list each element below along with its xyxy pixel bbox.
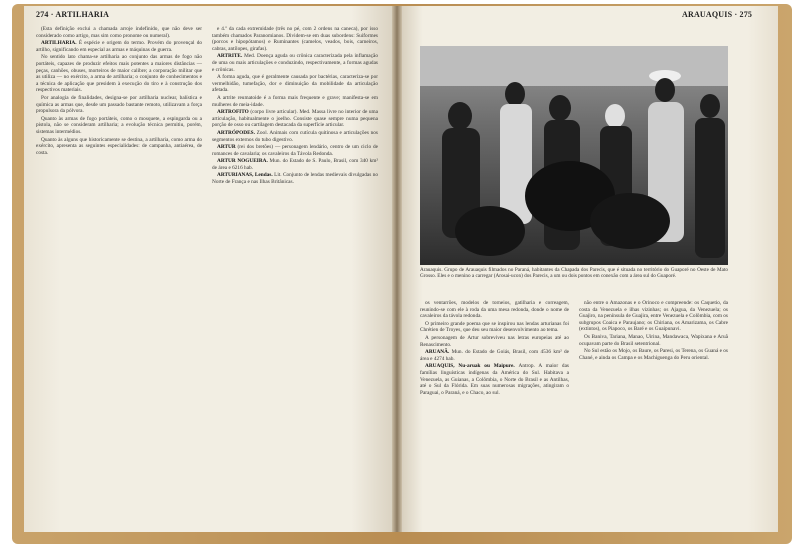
left-page-header: 274 · ARTILHARIA xyxy=(36,10,110,19)
entry-text: É espécie e origem do termo. Provém do provençal do artilho, significando em especial as armas e máquinas de guerra. xyxy=(36,40,202,53)
entry-paragraph xyxy=(420,363,569,396)
entry-paragraph xyxy=(579,300,728,333)
entry-text: não entre o Amazonas e o Orinoco e compreende: os Caquetio, da costa da Venezuela e ilhas vizinhas; os Ajagua, da Venezuela; os Guajiro, na península de Guajira, entre Venezuela e Colômbia, com os subgrupos Coaica e Paraujano; os Chiriana, os Amarizama, os Cabre (extintos), os Piapoco, os Baré e os Guaipunavi. xyxy=(579,300,728,333)
entry-headword: ARTROFITO xyxy=(217,109,251,116)
left-page-columns xyxy=(36,26,378,526)
left-col-2 xyxy=(212,26,378,526)
entry-text: Os Baniva, Tariana, Manao, Uirina, Mandawaca, Wapixana e Aruã ocupavam parte do Brasil setentrional. xyxy=(579,333,728,347)
entry-paragraph xyxy=(420,335,569,348)
entry-headword: ARUANÃ. xyxy=(425,349,452,356)
entry-headword: ARTILHARIA. xyxy=(41,40,79,47)
entry-text: O primeiro grande poema que se inspirou nas lendas arturianas foi Chrétien de Troyes, que deu seu maior desenvolvimento ao tema. xyxy=(420,320,569,334)
entry-text: Quanto às alguns que historicamente se destina, a artilharia, como arma do exército, apresenta as seguintes especialidades: de campanha, antiaérea, de costa. xyxy=(36,136,202,156)
entry-text: e 4.º da cada extremidade (três no pé, com 2 ordens na caneca), por isso também chamados Paranomianos. Dividem-se em duas subordens: Suiformes (porcos e hipopótamos) e Ruminantes (camelos, veados, bois, carneiros, cabras, antílopes, girafas). xyxy=(212,26,378,52)
right-page-header: ARAUAQUIS · 275 xyxy=(682,10,753,19)
entry-text: Zool. Animais com cutícula quitinosa e articulações nos segmentos externos do tubo digestivo. xyxy=(212,129,378,143)
entry-headword: ARTRÓPODES. xyxy=(217,129,257,136)
entry-text: (corpo livre articular). Med. Massa livre no interior de uma articulação, habitualmente o joelho. Consiste quase sempre numa pequena porção de osso ou cartilagem destacada da superfície articular. xyxy=(212,109,378,129)
entry-paragraph xyxy=(212,144,378,157)
entry-paragraph xyxy=(212,130,378,143)
entry-text: Por analogia de finalidades, designa-se por artilharia nuclear, balística e química as armas que, desde um passado bastante remoto, utilizavam a força propulsora da pólvora. xyxy=(36,94,202,115)
entry-text: Mun. do Estado de S. Paulo, Brasil, com 340 km² de área e 6216 hab. xyxy=(212,158,378,171)
entry-text: Mun. do Estado de Goiás, Brasil, com 4536 km² de área e 4274 hab. xyxy=(420,349,569,362)
entry-text: Quanto às armas de fogo portáteis, como o mosquete, a espingarda ou a pistola, não se consideram artilharia; a evolução técnica permitiu, porém, sistemas intermédios. xyxy=(36,115,202,135)
entry-paragraph xyxy=(212,109,378,129)
entry-text: A forma aguda, que é geralmente causada por bactérias, caracteriza-se por vermelhidão, tumefação, dor e diminuição da mobilidade da articulação afetada. xyxy=(212,74,378,94)
entry-text: (rei dos bretões) — personagem lendário, centro de um ciclo de romances de cavalaria; os cavaleiros da Távola Redonda. xyxy=(212,144,378,157)
entry-paragraph xyxy=(212,53,378,73)
entry-text: Antrop. A maior das famílias linguísticas indígenas da América do Sul. Habitava a Venezuela, as Guianas, a Colômbia, o Norte do Brasil e as Antilhas, até o Sul da Flórida. Em suas numerosas migrações, atingiram o Paraguai, o Paraná, e o Chaco, ao sul. xyxy=(420,363,569,396)
entry-headword: ARTRITE. xyxy=(217,53,245,60)
entry-paragraph xyxy=(36,95,202,115)
entry-paragraph xyxy=(212,172,378,185)
entry-text: No Sul estão os Mojo, os Baure, os Paresi, os Terena, os Guaná e os Chané, e ainda os Campa e os Machiguenga do Peru oriental. xyxy=(579,348,728,361)
entry-paragraph xyxy=(36,40,202,53)
right-col-2 xyxy=(579,300,728,526)
entry-paragraph xyxy=(212,158,378,171)
entry-paragraph xyxy=(212,26,378,52)
entry-text: No sentido lato chama-se artilharia ao conjunto das armas de fogo não portáteis, capazes de produzir efeitos mais potentes a maiores distâncias — peças, canhões, obuses, morteiros de maior calibre; a corporação militar que as utiliza — no exército, a arma de artilharia; o conjunto de conhecimentos e a técnica de aplicação que presidem à execução do tiro e à construção dos respectivos materiais. xyxy=(36,54,202,94)
entry-paragraph xyxy=(420,321,569,334)
entry-text: A personagem de Artur sobreviveu nas letras europeias até ao Renascimento. xyxy=(420,334,569,348)
entry-paragraph xyxy=(36,137,202,157)
entry-headword: ARTUR NOGUEIRA. xyxy=(217,158,270,165)
arauaquis-photo xyxy=(420,46,728,265)
entry-text: Lit. Conjunto de lendas medievais divulgadas no Norte de França e nas Ilhas Britânicas. xyxy=(212,172,378,186)
entry-text: Med. Doença aguda ou crônica caracterizada pela inflamação de uma ou mais articulações e conduzindo, respectivamente, a formas agudas e crônicas. xyxy=(212,53,378,73)
right-page-columns xyxy=(420,300,728,526)
entry-paragraph xyxy=(212,74,378,94)
entry-paragraph xyxy=(36,26,202,39)
entry-text: (Esta definição exclui a chamada arroje indefinido, que não deve ser considerado como artigo, mas sim como pronome ou numeral). xyxy=(36,26,202,39)
entry-paragraph xyxy=(579,334,728,347)
entry-paragraph xyxy=(212,95,378,108)
entry-text: os ventarrões, modelos de torneios, gatilharia e correagem, reunindo-se com ele à roda da uma mesa redonda, donde o nome de cavaleiros da távola redonda. xyxy=(420,300,569,320)
photo-caption: Arauaquis. Grupo de Arauaquis filmados no Paraná, habitantes da Chapada dos Parecis, que é situada no território do Guaporé no Oeste de Mato Grosso. Eles e o menino a carregar (Arosai-ucon) dos Parecis, a um ou dois pontos em conexão com a área sul do Guaporé. xyxy=(420,267,728,280)
entry-paragraph xyxy=(579,348,728,361)
entry-paragraph xyxy=(36,54,202,94)
entry-headword: ARTURIANAS, Lendas. xyxy=(217,172,275,179)
entry-text: A artrite reumatoide é a forma mais frequente e grave; manifesta-se em mulheres de meia-idade. xyxy=(212,94,378,108)
entry-headword: ARTUR xyxy=(217,144,238,151)
book-gutter xyxy=(392,6,402,532)
entry-paragraph xyxy=(420,349,569,362)
left-col-1 xyxy=(36,26,202,526)
right-col-1 xyxy=(420,300,569,526)
entry-paragraph xyxy=(420,300,569,320)
entry-paragraph xyxy=(36,116,202,136)
entry-headword: ARUAQUIS, Nu-aruak ou Maipure. xyxy=(425,363,519,370)
